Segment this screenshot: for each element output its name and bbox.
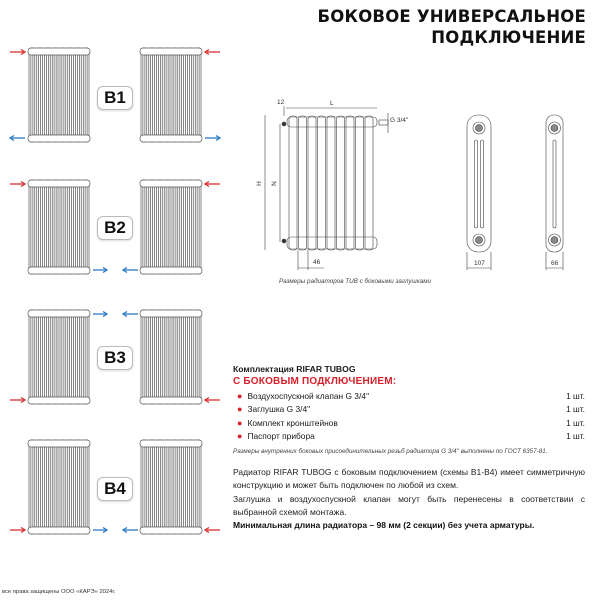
radiator-section bbox=[45, 440, 51, 534]
radiator-section bbox=[83, 310, 89, 404]
flow-arrow-icon bbox=[123, 268, 138, 273]
kit-subheading: С БОКОВЫМ ПОДКЛЮЧЕНИЕМ: bbox=[233, 376, 397, 387]
radiator-section bbox=[164, 440, 170, 534]
dim-l: L bbox=[330, 100, 334, 107]
drawing-plug bbox=[282, 239, 286, 243]
radiator-bottom-header bbox=[140, 135, 202, 142]
radiator-top-header bbox=[28, 440, 90, 447]
description-p2: Заглушка и воздухоспускной клапан могут быть перенесены в соответствии с выбранной схемой монтажа. bbox=[233, 493, 585, 517]
radiator-bottom-header bbox=[140, 267, 202, 274]
radiator-bottom-header bbox=[140, 397, 202, 404]
flow-arrow-icon bbox=[10, 136, 25, 141]
scheme-label-b3: B3 bbox=[97, 346, 133, 370]
radiator-section bbox=[45, 310, 51, 404]
radiator-icon bbox=[140, 440, 202, 534]
flow-arrow-icon bbox=[123, 528, 138, 533]
radiator-top-header bbox=[140, 310, 202, 317]
radiator-section bbox=[141, 180, 147, 274]
kit-item-name: Комплект кронштейнов bbox=[247, 417, 338, 428]
drawing-caption: Размеры радиаторов TUB с боковыми заглушками bbox=[278, 278, 432, 285]
side-view-drawing bbox=[546, 115, 563, 270]
radiator-icon bbox=[140, 310, 202, 404]
radiator-section bbox=[157, 48, 163, 142]
radiator-section bbox=[195, 440, 201, 534]
drawing-plug bbox=[282, 122, 286, 126]
radiator-section bbox=[29, 48, 35, 142]
description bbox=[233, 466, 585, 532]
dim-12: 12 bbox=[277, 99, 285, 106]
radiator-section bbox=[45, 180, 51, 274]
radiator-section bbox=[172, 310, 178, 404]
drawing-section bbox=[289, 116, 297, 250]
radiator-section bbox=[52, 48, 58, 142]
radiator-section bbox=[76, 440, 82, 534]
radiator-section bbox=[29, 440, 35, 534]
flow-arrow-icon bbox=[205, 136, 220, 141]
description-p1: Радиатор RIFAR TUBOG с боковым подключением (схемы В1-В4) имеет симметричную конструкцию и может быть подключен по любой из схем. bbox=[233, 467, 585, 491]
radiator-section bbox=[180, 440, 186, 534]
dim-thread: G 3/4'' bbox=[390, 117, 409, 124]
radiator-section bbox=[45, 48, 51, 142]
radiator-section bbox=[172, 180, 178, 274]
radiator-bottom-header bbox=[140, 527, 202, 534]
scheme-label-b4: B4 bbox=[97, 477, 133, 501]
flow-arrow-icon bbox=[205, 182, 220, 187]
drawing-section bbox=[308, 116, 316, 250]
kit-section bbox=[233, 364, 585, 455]
radiator-icon bbox=[140, 48, 202, 142]
radiator-top-header bbox=[28, 180, 90, 187]
radiator-section bbox=[157, 440, 163, 534]
kit-item bbox=[233, 417, 585, 430]
kit-note: Размеры внутренних боковых присоединительных резьб радиатора G 3/4'' выполнены по ГОСТ 6357-81. bbox=[233, 447, 548, 455]
flow-arrow-icon bbox=[93, 268, 107, 273]
bullet-icon: ● bbox=[237, 417, 243, 428]
description-p3: Минимальная длина радиатора – 98 мм (2 секции) без учета арматуры. bbox=[233, 520, 535, 531]
radiator-icon bbox=[28, 48, 90, 142]
flow-arrow-icon bbox=[10, 398, 25, 403]
drawing-section bbox=[346, 116, 354, 250]
radiator-top-header bbox=[28, 310, 90, 317]
dim-h: H bbox=[255, 181, 263, 186]
flow-arrow-icon bbox=[10, 50, 25, 55]
kit-item bbox=[233, 403, 585, 416]
drawing-valve bbox=[379, 120, 388, 125]
side-column bbox=[481, 140, 484, 228]
radiator-section bbox=[195, 48, 201, 142]
radiator-section bbox=[172, 48, 178, 142]
radiator-section bbox=[157, 180, 163, 274]
radiator-section bbox=[37, 440, 43, 534]
kit-heading: Комплектация RIFAR TUBOG bbox=[233, 364, 356, 374]
title-line-2: ПОДКЛЮЧЕНИЕ bbox=[431, 28, 586, 47]
radiator-section bbox=[83, 48, 89, 142]
radiator-top-header bbox=[140, 180, 202, 187]
drawing-section bbox=[365, 116, 373, 250]
title-line-1: БОКОВОЕ УНИВЕРСАЛЬНОЕ bbox=[317, 7, 586, 26]
drawing-section bbox=[318, 116, 326, 250]
radiator-section bbox=[180, 48, 186, 142]
radiator-section bbox=[149, 310, 155, 404]
radiator-section bbox=[60, 180, 66, 274]
flow-arrow-icon bbox=[93, 312, 107, 317]
radiator-section bbox=[76, 310, 82, 404]
radiator-section bbox=[29, 310, 35, 404]
radiator-section bbox=[195, 310, 201, 404]
side-column bbox=[475, 140, 478, 228]
radiator-section bbox=[83, 440, 89, 534]
radiator-section bbox=[141, 48, 147, 142]
radiator-section bbox=[37, 48, 43, 142]
radiator-icon bbox=[28, 440, 90, 534]
kit-item bbox=[233, 390, 585, 403]
radiator-section bbox=[60, 310, 66, 404]
radiator-section bbox=[180, 310, 186, 404]
radiator-bottom-header bbox=[28, 267, 90, 274]
radiator-bottom-header bbox=[28, 527, 90, 534]
bullet-icon: ● bbox=[237, 391, 243, 401]
drawing-section bbox=[327, 116, 335, 250]
radiator-section bbox=[76, 180, 82, 274]
radiator-top-header bbox=[28, 48, 90, 55]
drawing-section bbox=[337, 116, 345, 250]
radiator-section bbox=[52, 180, 58, 274]
side-port-inner bbox=[551, 125, 558, 132]
radiator-section bbox=[149, 48, 155, 142]
kit-item-qty: 1 шт. bbox=[566, 391, 585, 401]
kit-item-name: Паспорт прибора bbox=[247, 431, 315, 442]
flow-arrow-icon bbox=[10, 182, 25, 187]
flow-arrow-icon bbox=[93, 528, 107, 533]
kit-item-qty: 1 шт. bbox=[566, 417, 585, 428]
technical-drawing bbox=[265, 106, 388, 270]
copyright-footer: все права защищены ООО «КАРЭ» 2024г. bbox=[2, 589, 116, 595]
drawing-section bbox=[356, 116, 364, 250]
radiator-section bbox=[29, 180, 35, 274]
bullet-icon: ● bbox=[237, 404, 243, 415]
radiator-section bbox=[60, 440, 66, 534]
radiator-section bbox=[68, 440, 74, 534]
radiator-section bbox=[188, 48, 194, 142]
radiator-top-header bbox=[140, 48, 202, 55]
kit-item-name: Воздухоспускной клапан G 3/4'' bbox=[247, 391, 370, 401]
radiator-section bbox=[52, 440, 58, 534]
flow-arrow-icon bbox=[205, 398, 220, 403]
scheme-label-b1: B1 bbox=[97, 86, 133, 110]
radiator-section bbox=[60, 48, 66, 142]
radiator-section bbox=[180, 180, 186, 274]
radiator-section bbox=[149, 440, 155, 534]
kit-item-qty: 1 шт. bbox=[566, 404, 585, 415]
radiator-section bbox=[68, 310, 74, 404]
radiator-section bbox=[68, 180, 74, 274]
side-body bbox=[467, 115, 491, 252]
kit-item-name: Заглушка G 3/4'' bbox=[247, 404, 311, 415]
radiator-section bbox=[164, 48, 170, 142]
radiator-bottom-header bbox=[28, 397, 90, 404]
dim-n: N bbox=[270, 181, 278, 186]
radiator-section bbox=[37, 180, 43, 274]
radiator-top-header bbox=[140, 440, 202, 447]
side-port-inner bbox=[476, 125, 483, 132]
kit-item-qty: 1 шт. bbox=[566, 431, 585, 442]
radiator-section bbox=[68, 48, 74, 142]
side-port-inner bbox=[476, 237, 483, 244]
radiator-section bbox=[149, 180, 155, 274]
radiator-section bbox=[37, 310, 43, 404]
radiator-section bbox=[164, 310, 170, 404]
radiator-icon bbox=[28, 180, 90, 274]
radiator-section bbox=[52, 310, 58, 404]
drawing-section bbox=[299, 116, 307, 250]
flow-arrow-icon bbox=[123, 312, 138, 317]
radiator-section bbox=[76, 48, 82, 142]
radiator-section bbox=[157, 310, 163, 404]
side-port-inner bbox=[551, 237, 558, 244]
radiator-section bbox=[172, 440, 178, 534]
radiator-section bbox=[141, 310, 147, 404]
flow-arrow-icon bbox=[205, 50, 220, 55]
radiator-section bbox=[188, 180, 194, 274]
dim-107: 107 bbox=[474, 260, 485, 267]
radiator-section bbox=[188, 310, 194, 404]
radiator-section bbox=[164, 180, 170, 274]
radiator-icon bbox=[140, 180, 202, 274]
side-view-drawing bbox=[467, 115, 491, 270]
radiator-section bbox=[195, 180, 201, 274]
dim-66: 66 bbox=[551, 260, 559, 267]
flow-arrow-icon bbox=[205, 528, 220, 533]
radiator-section bbox=[188, 440, 194, 534]
dim-46: 46 bbox=[313, 259, 321, 266]
side-column bbox=[553, 140, 556, 228]
radiator-section bbox=[83, 180, 89, 274]
radiator-icon bbox=[28, 310, 90, 404]
kit-item bbox=[233, 430, 585, 443]
scheme-label-b2: B2 bbox=[97, 216, 133, 240]
flow-arrow-icon bbox=[10, 528, 25, 533]
bullet-icon: ● bbox=[237, 431, 243, 442]
radiator-bottom-header bbox=[28, 135, 90, 142]
radiator-section bbox=[141, 440, 147, 534]
